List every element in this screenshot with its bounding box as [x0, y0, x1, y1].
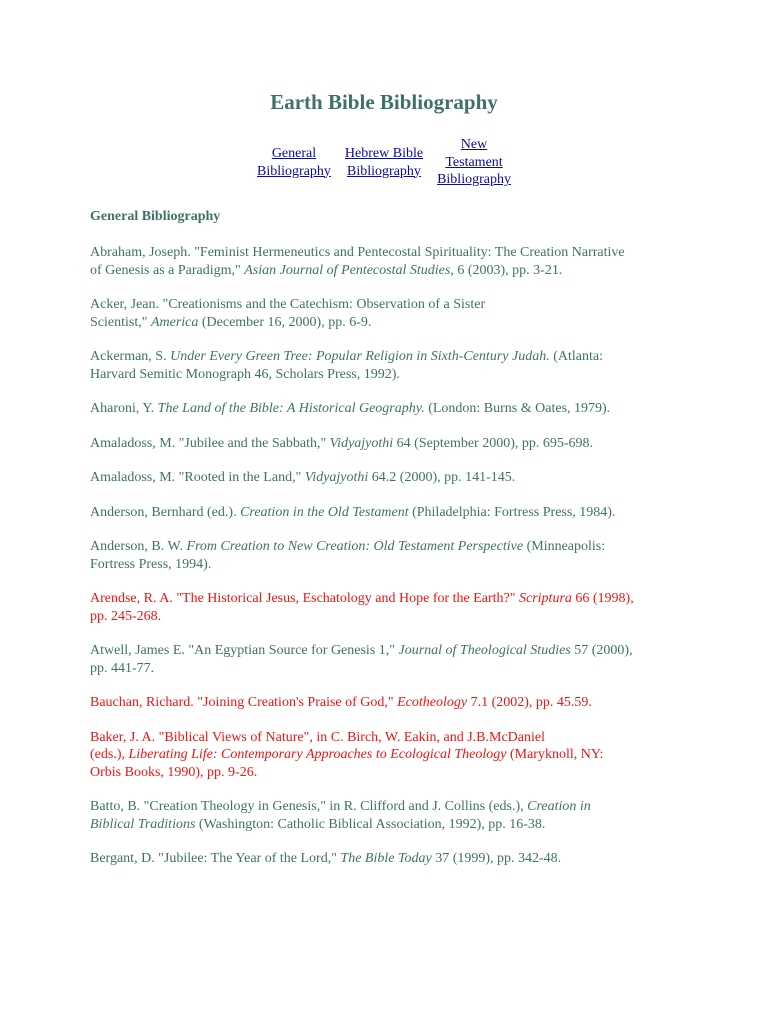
entry-text: (London: Burns & Oates, 1979). — [424, 401, 611, 416]
entry-text: Bauchan, Richard. "Joining Creation's Praise of God," — [90, 695, 398, 710]
entry-text: (Washington: Catholic Biblical Association, 1992), pp. 16-38. — [195, 816, 546, 832]
bibliography-entry — [90, 538, 690, 573]
entry-text: (Minneapolis: — [523, 539, 606, 554]
nav-link-line: Hebrew Bible — [344, 146, 424, 161]
nav-link-line: Bibliography — [257, 163, 331, 179]
nav-link-new-testament-bibliography[interactable] — [437, 136, 511, 189]
entry-title-italic: Ecotheology — [397, 695, 468, 710]
bibliography-entry — [90, 469, 690, 487]
entry-text: of Genesis as a Paradigm," — [90, 262, 245, 278]
entry-text: 57 (2000), — [570, 643, 633, 658]
entry-text: Atwell, James E. "An Egyptian Source for Genesis 1," — [90, 643, 399, 658]
page-title: Earth Bible Bibliography — [270, 90, 498, 114]
entry-text: (Atlanta: — [549, 349, 603, 364]
bibliography-entry — [90, 296, 690, 331]
entry-text: pp. 441-77. — [90, 660, 155, 676]
entry-title-italic: Creation in — [527, 799, 591, 814]
entry-text: Arendse, R. A. "The Historical Jesus, Eschatology and Hope for the Earth?" — [90, 591, 519, 606]
bibliography-entry — [90, 348, 690, 383]
entry-text: Scientist," — [90, 314, 151, 330]
entry-title-italic: Asian Journal of Pentecostal Studies — [244, 262, 451, 278]
entry-text: Anderson, Bernhard (ed.). — [90, 504, 241, 520]
entry-text: (Philadelphia: Fortress Press, 1984). — [408, 504, 616, 520]
nav-link-line: Testament — [445, 154, 503, 170]
bibliography-entry — [90, 590, 690, 625]
nav-link-general-bibliography[interactable] — [257, 145, 331, 189]
entry-title-italic: Journal of Theological Studies — [398, 643, 571, 658]
entry-title-italic: The Land of the Bible: A Historical Geography. — [157, 401, 425, 416]
section-heading: General Bibliography — [90, 209, 221, 224]
bibliography-entry — [90, 400, 690, 418]
entry-title-italic: From Creation to New Creation: Old Testament Perspective — [186, 539, 524, 554]
entry-text: , 6 (2003), pp. 3-21. — [450, 262, 563, 278]
entry-text: 64 (September 2000), pp. 695-698. — [393, 435, 594, 451]
entry-text: Amaladoss, M. "Rooted in the Land," — [90, 470, 305, 485]
entry-text: Fortress Press, 1994). — [90, 556, 212, 572]
nav-link-line: General — [271, 146, 317, 161]
nav-link-line: New — [460, 137, 488, 152]
entry-text: Ackerman, S. — [90, 349, 171, 364]
entry-text: 7.1 (2002), pp. 45.59. — [467, 695, 592, 710]
entry-title-italic: Vidyajyothi — [304, 470, 369, 485]
entry-title-italic: The Bible Today — [340, 851, 432, 866]
entry-title-italic: Vidyajyothi — [329, 435, 394, 451]
bibliography-entry — [90, 694, 690, 712]
entry-text: Harvard Semitic Monograph 46, Scholars Press, 1992). — [90, 366, 400, 382]
entry-text: Batto, B. "Creation Theology in Genesis," in R. Clifford and J. Collins (eds.), — [90, 799, 528, 814]
bibliography-entry — [90, 729, 690, 782]
bibliography-entry — [90, 798, 690, 833]
section-nav — [0, 136, 768, 189]
entry-text: Bergant, D. "Jubilee: The Year of the Lord," — [90, 851, 341, 866]
entry-text: 64.2 (2000), pp. 141-145. — [368, 470, 516, 485]
nav-link-line: Bibliography — [437, 172, 511, 187]
entry-text: (December 16, 2000), pp. 6-9. — [198, 314, 372, 330]
entry-title-italic: Creation in the Old Testament — [240, 504, 409, 520]
entry-text: 37 (1999), pp. 342-48. — [431, 851, 562, 866]
entry-text: (Maryknoll, NY: — [506, 747, 604, 762]
entry-text: Amaladoss, M. "Jubilee and the Sabbath," — [90, 435, 330, 451]
bibliography-list — [90, 244, 690, 885]
bibliography-entry — [90, 244, 690, 279]
bibliography-entry — [90, 435, 690, 453]
nav-link-line: Bibliography — [347, 163, 421, 179]
entry-text: 66 (1998), — [571, 591, 634, 606]
entry-title-italic: America — [150, 314, 199, 330]
bibliography-entry — [90, 850, 690, 868]
bibliography-entry — [90, 504, 690, 522]
entry-text: pp. 245-268. — [90, 608, 162, 624]
entry-text: Aharoni, Y. — [90, 401, 158, 416]
entry-title-italic: Biblical Traditions — [90, 816, 196, 832]
entry-title-italic: Liberating Life: Contemporary Approaches to Ecological Theology — [128, 747, 507, 762]
nav-link-hebrew-bible-bibliography[interactable] — [345, 145, 423, 189]
entry-text: Anderson, B. W. — [90, 539, 187, 554]
entry-text: Orbis Books, 1990), pp. 9-26. — [90, 764, 258, 780]
entry-title-italic: Scriptura — [519, 591, 572, 606]
entry-text: Baker, J. A. "Biblical Views of Nature", in C. Birch, W. Eakin, and J.B.McDaniel — [90, 729, 545, 745]
entry-text: Abraham, Joseph. "Feminist Hermeneutics and Pentecostal Spirituality: The Creation Narrative — [90, 245, 625, 260]
bibliography-entry — [90, 642, 690, 677]
entry-text: Acker, Jean. "Creationisms and the Catechism: Observation of a Sister — [90, 297, 486, 312]
entry-title-italic: Under Every Green Tree: Popular Religion in Sixth-Century Judah. — [170, 349, 550, 364]
entry-text: (eds.), — [90, 747, 129, 762]
